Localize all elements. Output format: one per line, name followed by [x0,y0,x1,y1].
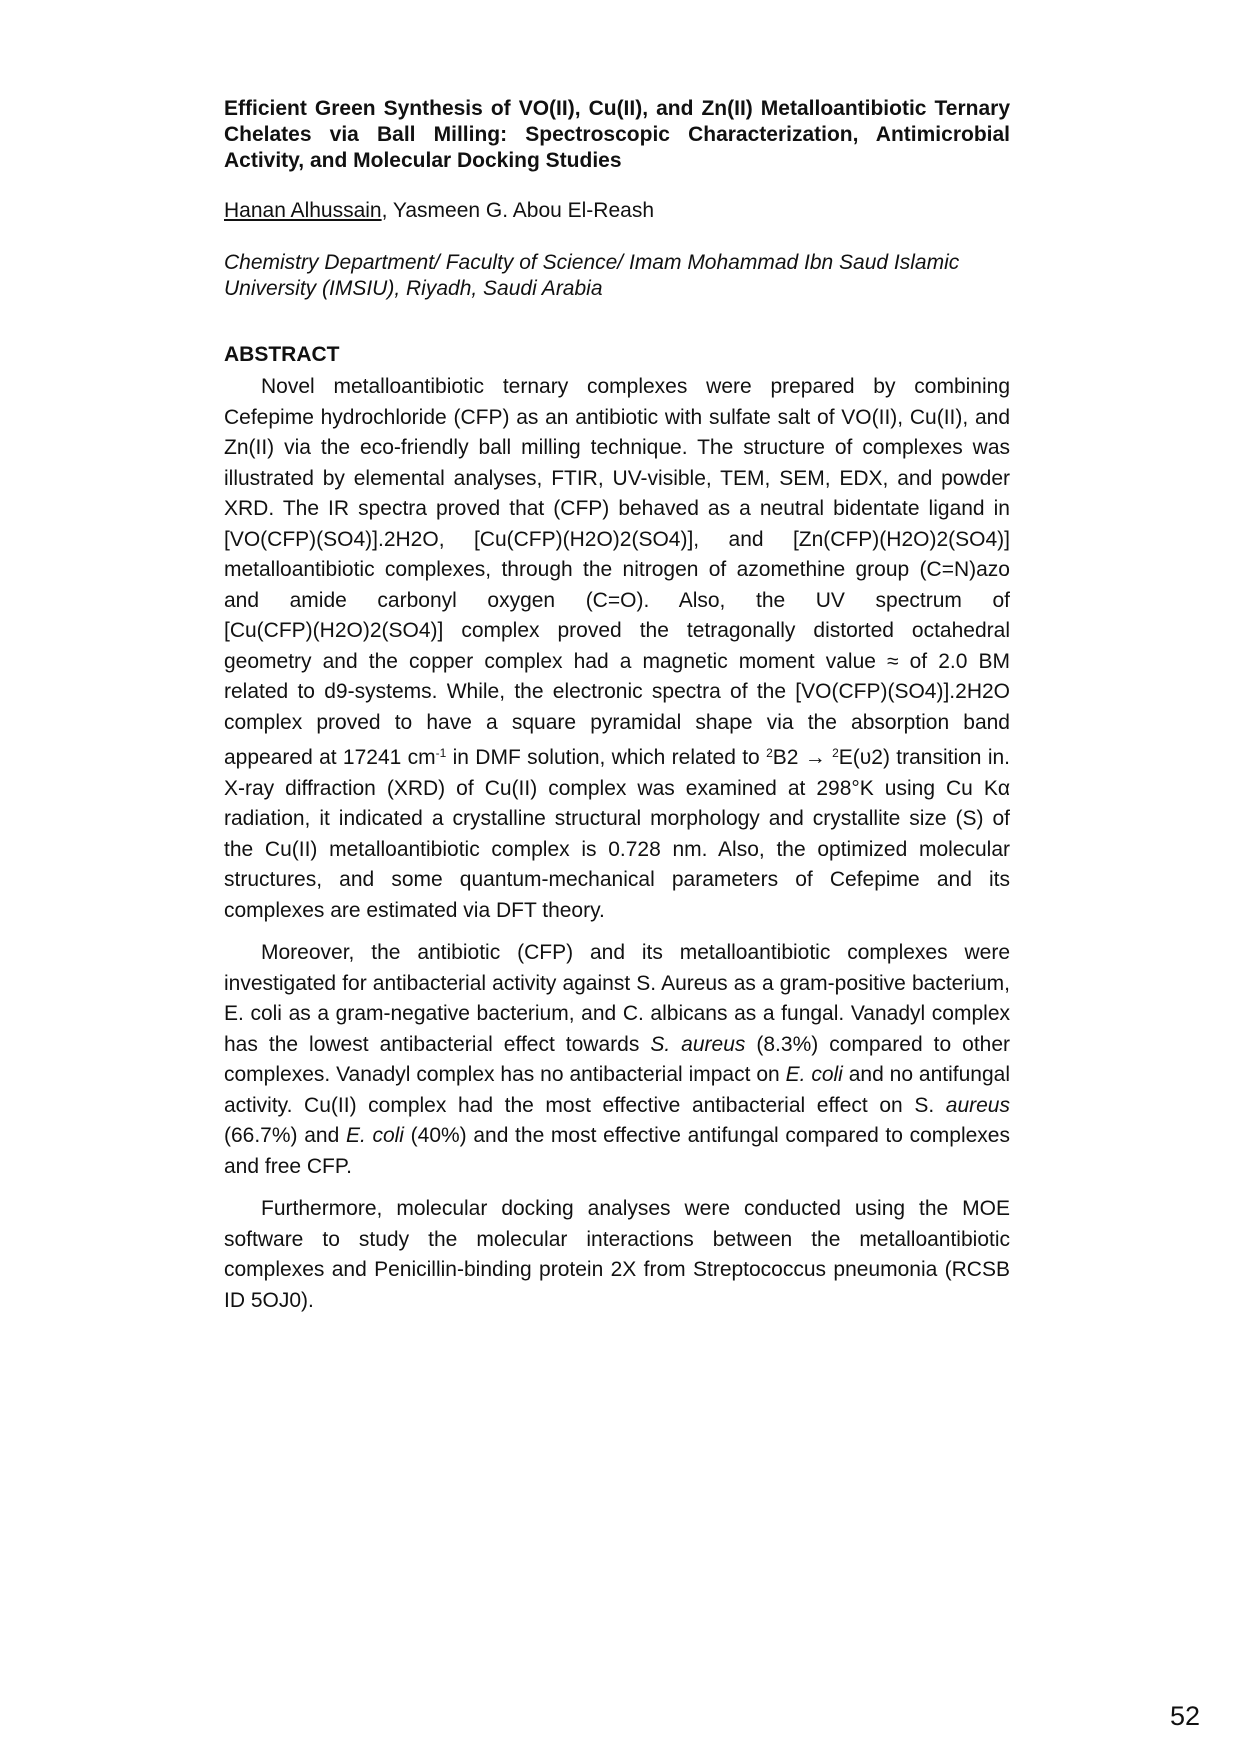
superscript: -1 [435,746,447,760]
superscript: 2 [766,746,773,760]
chemical-formula: [Zn(CFP)(H2O)2(SO4)] [792,527,1010,551]
co-authors: , Yasmeen G. Abou El-Reash [381,199,654,222]
author-list [224,198,1010,224]
text-run: in DMF solution, which related to [446,746,767,769]
italic-species-name: E. coli [785,1063,843,1086]
abstract-heading: ABSTRACT [224,343,340,366]
abstract-paragraph-1 [224,372,1010,926]
italic-species-name: S. aureus [650,1032,746,1056]
abstract-content [224,96,1010,1316]
chemical-formula: [VO(CFP)(SO4)].2H2O [795,680,1010,703]
text-run: metalloantibiotic complexes, through the nitrogen of azomethine group (C=N)azo and amide carbonyl oxygen (C=O). Also, the UV spectrum of [224,558,1010,612]
presenting-author: Hanan Alhussain [224,199,382,222]
abstract-paragraph-3: Furthermore, molecular docking analyses were conducted using the MOE software to study the molecular interactions between the metalloantibiotic complexes and Penicillin-binding protein 2X from Streptococcus pneumonia (RCSB ID 5OJ0). [224,1197,1010,1312]
text-run: transition in. X-ray diffraction (XRD) of Cu(II) complex was examined at 298°K using Cu Kα radiation, it indicated a crystalline structural morphology and crystallite size (S) of the Cu(II) metalloantibiotic complex is 0.728 nm. Also, the optimized molecular structures, and some quantum-mechanical parameters of Cefepime and its complexes are estimated via DFT theory. [224,746,1010,922]
chemical-formula: [VO(CFP)(SO4)].2H2O, [224,527,445,551]
chemical-formula: [Cu(CFP)(H2O)2(SO4)], [473,527,700,551]
italic-species-name: aureus [945,1093,1010,1117]
text-run: complex proved the tetragonally distorted octahedral geometry and the copper complex had a magnetic moment value ≈ of 2.0 BM related to d9-systems. While, the electronic spectra of the [224,619,1010,703]
chemical-formula: [Cu(CFP)(H2O)2(SO4)] [224,619,444,642]
paper-title: Efficient Green Synthesis of VO(II), Cu(II), and Zn(II) Metalloantibiotic Ternary Chelates via Ball Milling: Spectroscopic Characterization, Antimicrobial Activity, and Molecular Docking Studies [224,97,1010,172]
text-run: complex proved to have a square pyramidal shape via the absorption band appeared at 17241 cm [224,710,1010,769]
text-run: B2 → [772,746,833,769]
abstract-paragraph-2 [224,938,1010,1182]
text-run: (8.3%) compared to other complexes. Vanadyl complex has no antibacterial impact on [224,1032,1011,1086]
text-run: and [699,527,793,551]
text-run: and no antifungal activity. Cu(II) complex had the most effective antibacterial effect on S. [224,1063,1010,1117]
italic-species-name: E. coli [345,1124,404,1147]
page-number: 52 [1169,1701,1200,1731]
text-run: (40%) and the most effective antifungal compared to complexes and free CFP. [224,1124,1010,1178]
superscript: 2 [832,746,839,760]
text-run: E(υ2) [838,746,890,769]
text-run: (66.7%) and [224,1124,346,1147]
affiliation: Chemistry Department/ Faculty of Science/ Imam Mohammad Ibn Saud Islamic University (IMSIU), Riyadh, Saudi Arabia [224,251,960,300]
text-run: Moreover, the antibiotic (CFP) and its metalloantibiotic complexes were investigated for antibacterial activity against S. Aureus as a gram-positive bacterium, E. coli as a gram-negative bacterium, and C. albicans as a fungal. Vanadyl complex has the lowest antibacterial effect towards [224,941,1010,1056]
text-run: Novel metalloantibiotic ternary complexes were prepared by combining Cefepime hydrochloride (CFP) as an antibiotic with sulfate salt of VO(II), Cu(II), and Zn(II) via the eco-friendly ball milling technique. The structure of complexes was illustrated by elemental analyses, FTIR, UV-visible, TEM, SEM, EDX, and powder XRD. The IR spectra proved that (CFP) behaved as a neutral bidentate ligand in [224,375,1010,520]
